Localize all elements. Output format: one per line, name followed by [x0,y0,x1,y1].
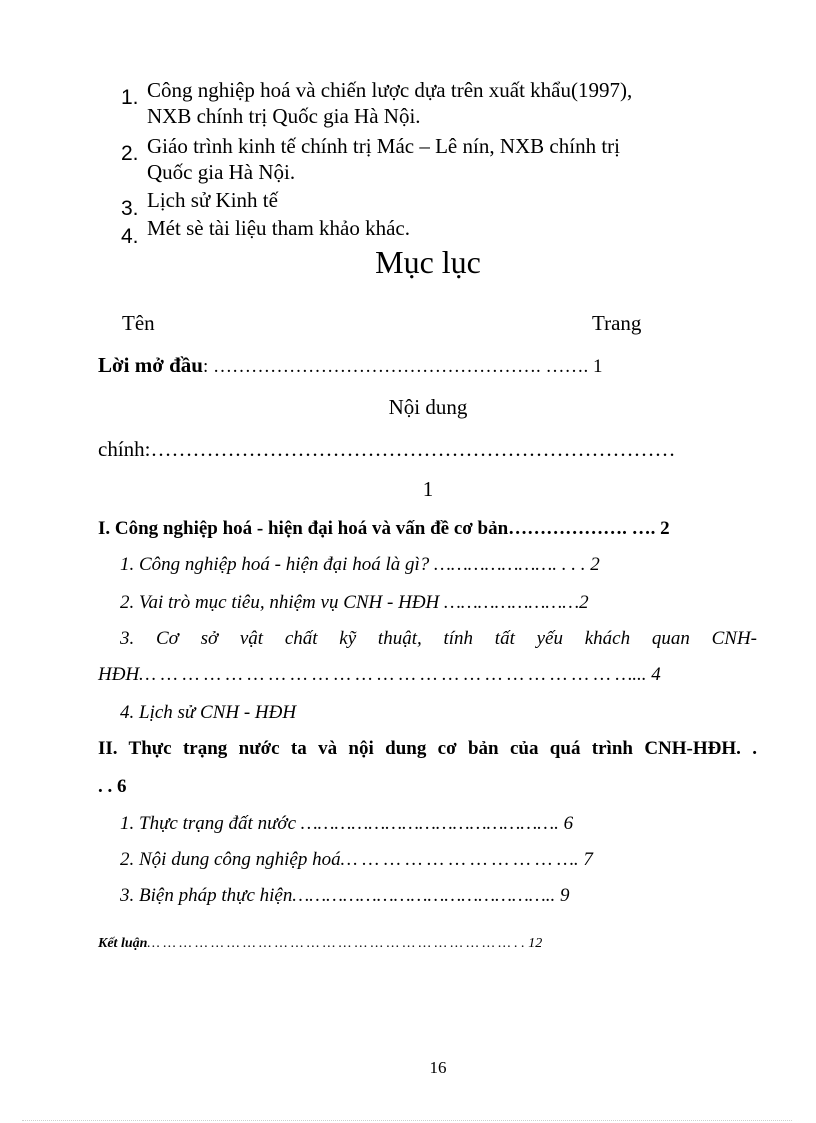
toc-subentry[interactable]: 2. Nội dung công nghiệp hoá… … … … … … … … … … …. 7 [120,849,593,870]
toc-subentry[interactable]: 1. Thực trạng đất nước ………………………………………. 6 [120,813,574,834]
toc-title: Mục lục [375,244,481,280]
reference-number: 2. [121,142,139,165]
toc-column-page: Trang [592,311,642,335]
toc-subentry[interactable]: 3. Cơ sở vật chất kỹ thuật, tính tất yếu khách quan CNH- [120,628,757,649]
reference-number: 3. [121,197,139,220]
toc-entry-main-leader: chính:………………………………………………………………… [98,437,676,461]
toc-section-1[interactable]: I. Công nghiệp hoá - hiện đại hoá và vấn đề cơ bản………………. …. 2 [98,518,670,539]
toc-entry-label: Kết luận [98,936,148,951]
toc-entry-intro[interactable] [98,353,602,378]
toc-subentry[interactable]: 3. Biện pháp thực hiện……………………………………….. 9 [120,885,570,906]
toc-subentry-continuation: HĐH… … … … … … … … … … … … … … … … … … … … … … …... 4 [98,664,661,685]
toc-column-name: Tên [122,311,155,335]
toc-entry-main-page: 1 [422,477,434,501]
toc-entry-leader: : ……………………………………………. ……. 1 [202,356,603,377]
page-bottom-divider [22,1120,792,1121]
toc-subentry[interactable]: 1. Công nghiệp hoá - hiện đại hoá là gì? …………………. . . . 2 [120,554,600,575]
page-number: 16 [429,1058,447,1077]
reference-item: Lịch sử Kinh tế [147,188,278,212]
toc-entry-main-label[interactable]: Nội dung [388,395,468,419]
reference-item: Công nghiệp hoá và chiến lược dựa trên xuất khẩu(1997), NXB chính trị Quốc gia Hà Nội. [147,78,633,128]
toc-section-2-continuation: . . 6 [98,776,127,797]
reference-number: 4. [121,225,139,248]
toc-subentry[interactable]: 2. Vai trò mục tiêu, nhiệm vụ CNH - HĐH ……………………2 [120,592,589,613]
toc-entry-label: Lời mở đầu [98,353,203,377]
toc-section-2[interactable]: II. Thực trạng nước ta và nội dung cơ bản của quá trình CNH-HĐH. . [98,738,757,759]
toc-entry-leader: … … … … … … … … … … … … … … … … … … … … … … … . . 12 [147,936,543,951]
reference-item: Giáo trình kinh tế chính trị Mác – Lê nín, NXB chính trị Quốc gia Hà Nội. [147,134,620,184]
reference-number: 1. [121,86,139,109]
reference-item: Mét sè tài liệu tham khảo khác. [147,216,411,240]
toc-subentry[interactable]: 4. Lịch sử CNH - HĐH [120,702,297,723]
toc-entry-conclusion[interactable] [98,936,542,952]
